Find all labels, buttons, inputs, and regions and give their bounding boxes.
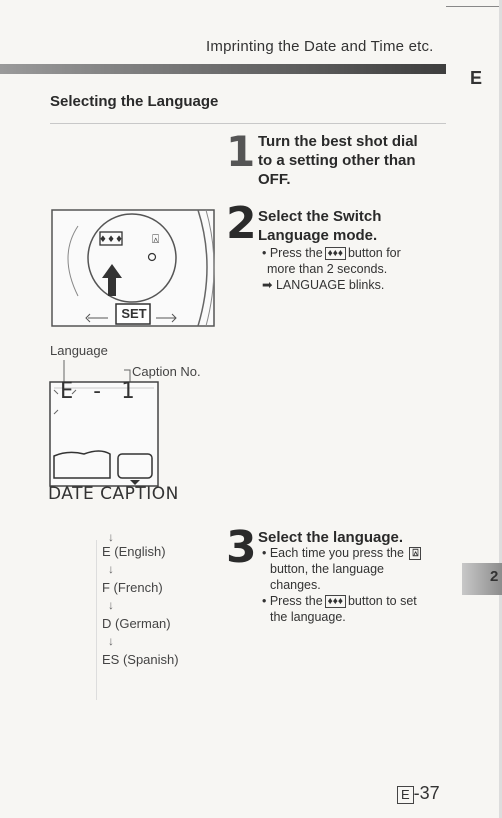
svg-text:⍓: ⍓ <box>152 232 160 246</box>
header-rule <box>0 64 446 74</box>
language-item-spanish: ES (Spanish) <box>102 652 179 667</box>
arrow-down-icon: ↓ <box>108 598 114 612</box>
step-3-number: 3 <box>226 522 257 573</box>
language-cycle-list <box>102 530 212 667</box>
cycle-line <box>96 540 97 700</box>
lcd-display-text: E - 1 <box>60 379 137 404</box>
language-item-german: D (German) <box>102 616 171 631</box>
language-item-french: F (French) <box>102 580 163 595</box>
chapter-tab: 2 <box>462 563 502 595</box>
step-2-bullet: • Press the ♦♦♦ button for more than 2 seconds. ➡ LANGUAGE blinks. <box>262 246 401 292</box>
step-2-number: 2 <box>226 198 257 249</box>
arrow-down-icon: ↓ <box>108 562 114 576</box>
dial-figure <box>48 206 218 330</box>
arrow-down-icon: ↓ <box>108 530 114 544</box>
menu-button-icon: ♦♦♦ <box>325 247 346 260</box>
caption-number-label: Caption No. <box>132 364 201 379</box>
step-1-text: Turn the best shot dial to a setting other than OFF. <box>258 133 418 188</box>
svg-text:♦♦♦: ♦♦♦ <box>98 235 124 245</box>
menu-button-icon: ♦♦♦ <box>325 595 346 608</box>
language-item-english: E (English) <box>102 544 166 559</box>
arrow-right-icon: ➡ <box>262 278 273 292</box>
corner-rule <box>446 6 502 7</box>
lcd-figure <box>48 358 179 508</box>
step-2-text: Select the Switch Language mode. <box>258 208 382 244</box>
step-3-text: Select the language. <box>258 529 404 546</box>
step-1-number: 1 <box>226 127 256 176</box>
page-number: E -37 <box>397 783 440 804</box>
language-tab: E <box>470 68 483 88</box>
date-caption-label: DATE CAPTION <box>48 484 179 504</box>
flash-button-icon: ⍓ <box>409 547 421 560</box>
step-3-bullets: • Each time you press the ⍓ button, the language changes. • Press the ♦♦♦ button to set the language. <box>262 545 458 625</box>
section-rule <box>50 123 446 124</box>
page-header-title: Imprinting the Date and Time etc. <box>206 38 434 55</box>
language-label: Language <box>50 343 108 358</box>
arrow-down-icon: ↓ <box>108 634 114 648</box>
set-button-label: SET <box>121 306 147 321</box>
section-title: Selecting the Language <box>50 93 219 110</box>
